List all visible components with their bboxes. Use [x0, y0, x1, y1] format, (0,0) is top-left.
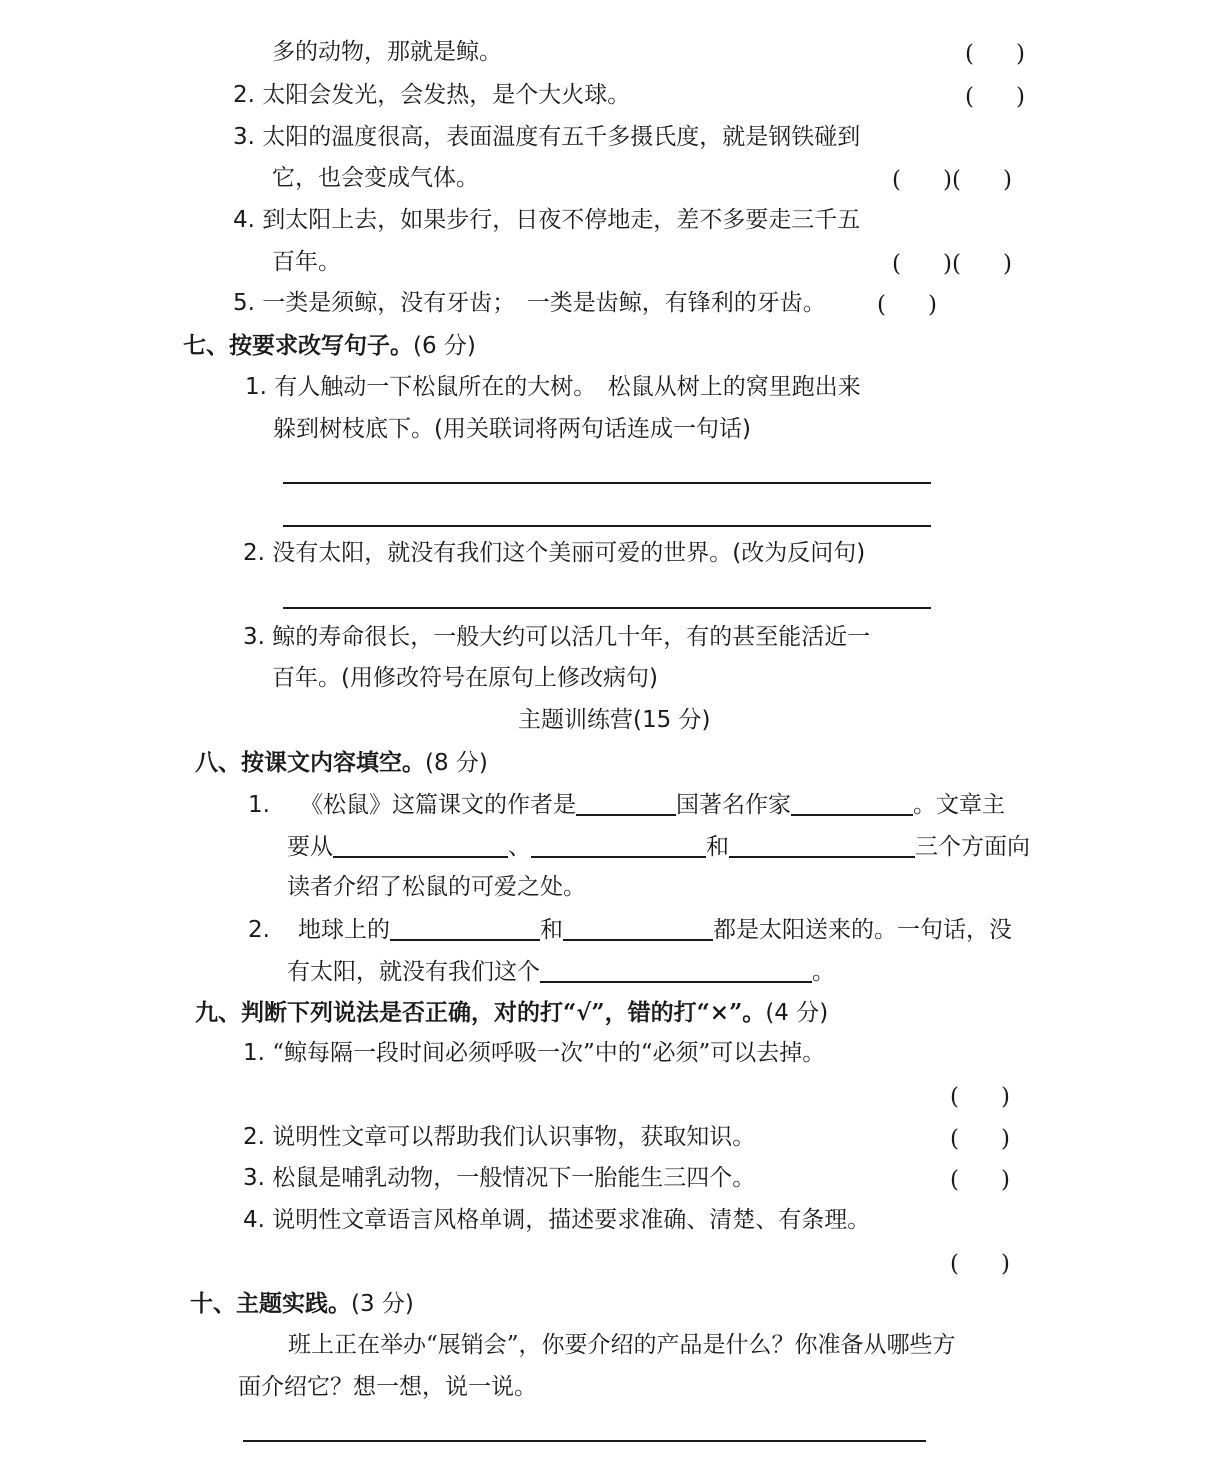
- fill-blank[interactable]: [791, 792, 913, 816]
- answer-paren[interactable]: ( ): [950, 1084, 1010, 1110]
- fill-blank[interactable]: [333, 834, 508, 858]
- section-10-heading: 十、主题实践。(3 分): [190, 1290, 414, 1317]
- fill-blank[interactable]: [540, 959, 812, 983]
- answer-paren[interactable]: ( ): [950, 1167, 1010, 1193]
- s7-item-1: 1. 有人触动一下松鼠所在的大树。 松鼠从树上的窝里跑出来: [245, 374, 861, 400]
- fill-blank[interactable]: [390, 917, 540, 941]
- answer-paren[interactable]: ( ): [877, 292, 937, 318]
- s6-item-2: 2. 太阳会发光，会发热，是个大火球。: [233, 82, 631, 108]
- theme-camp-title: 主题训练营(15 分): [518, 707, 711, 733]
- section-8-heading: 八、按课文内容填空。(8 分): [195, 749, 488, 776]
- s6-item-3-cont: 它，也会变成气体。: [272, 165, 479, 191]
- answer-paren[interactable]: ( )( ): [892, 251, 1012, 277]
- s8-item-1: 1. 《松鼠》这篇课文的作者是 国著名作家 。文章主: [248, 792, 1005, 818]
- s8-item-1-line2: 要从 、 和 三个方面向: [287, 834, 1030, 860]
- s7-item-2: 2. 没有太阳，就没有我们这个美丽可爱的世界。(改为反问句): [243, 540, 866, 566]
- s7-item-3-cont: 百年。(用修改符号在原句上修改病句): [272, 665, 658, 691]
- s6-item-4: 4. 到太阳上去，如果步行，日夜不停地走，差不多要走三千五: [233, 207, 861, 233]
- s10-text-line1: 班上正在举办“展销会”，你要介绍的产品是什么？你准备从哪些方: [288, 1332, 956, 1358]
- s7-item-1-cont: 躲到树枝底下。(用关联词将两句话连成一句话): [273, 416, 751, 442]
- s9-item-1: 1. “鲸每隔一段时间必须呼吸一次”中的“必须”可以去掉。: [243, 1040, 826, 1066]
- s6-item-3: 3. 太阳的温度很高，表面温度有五千多摄氏度，就是钢铁碰到: [233, 124, 861, 150]
- s10-text-line2: 面介绍它？想一想，说一说。: [238, 1374, 537, 1400]
- section-9-heading: 九、判断下列说法是否正确，对的打“√”，错的打“×”。(4 分): [195, 999, 829, 1026]
- answer-paren[interactable]: ( ): [965, 41, 1025, 67]
- answer-paren[interactable]: ( ): [950, 1126, 1010, 1152]
- fill-blank[interactable]: [563, 917, 713, 941]
- s9-item-4: 4. 说明性文章语言风格单调，描述要求准确、清楚、有条理。: [243, 1207, 871, 1233]
- s6-item-5: 5. 一类是须鲸，没有牙齿； 一类是齿鲸，有锋利的牙齿。: [233, 290, 826, 316]
- answer-line[interactable]: [283, 525, 931, 527]
- answer-line[interactable]: [243, 1440, 926, 1442]
- s9-item-2: 2. 说明性文章可以帮助我们认识事物，获取知识。: [243, 1124, 756, 1150]
- answer-paren[interactable]: ( )( ): [892, 167, 1012, 193]
- fill-blank[interactable]: [729, 834, 915, 858]
- s8-item-2-line2: 有太阳，就没有我们这个 。: [287, 959, 835, 985]
- fill-blank[interactable]: [531, 834, 706, 858]
- s6-line-top: 多的动物，那就是鲸。: [272, 39, 502, 65]
- s9-item-3: 3. 松鼠是哺乳动物，一般情况下一胎能生三四个。: [243, 1165, 756, 1191]
- answer-paren[interactable]: ( ): [950, 1251, 1010, 1277]
- s8-item-2: 2. 地球上的 和 都是太阳送来的。一句话，没: [248, 917, 1012, 943]
- answer-paren[interactable]: ( ): [965, 84, 1025, 110]
- answer-line[interactable]: [283, 607, 931, 609]
- s8-item-1-line3: 读者介绍了松鼠的可爱之处。: [287, 874, 586, 900]
- fill-blank[interactable]: [576, 792, 676, 816]
- answer-line[interactable]: [283, 482, 931, 484]
- s6-item-4-cont: 百年。: [272, 249, 341, 275]
- section-7-heading: 七、按要求改写句子。(6 分): [183, 332, 476, 359]
- s7-item-3: 3. 鲸的寿命很长，一般大约可以活几十年，有的甚至能活近一: [243, 624, 871, 650]
